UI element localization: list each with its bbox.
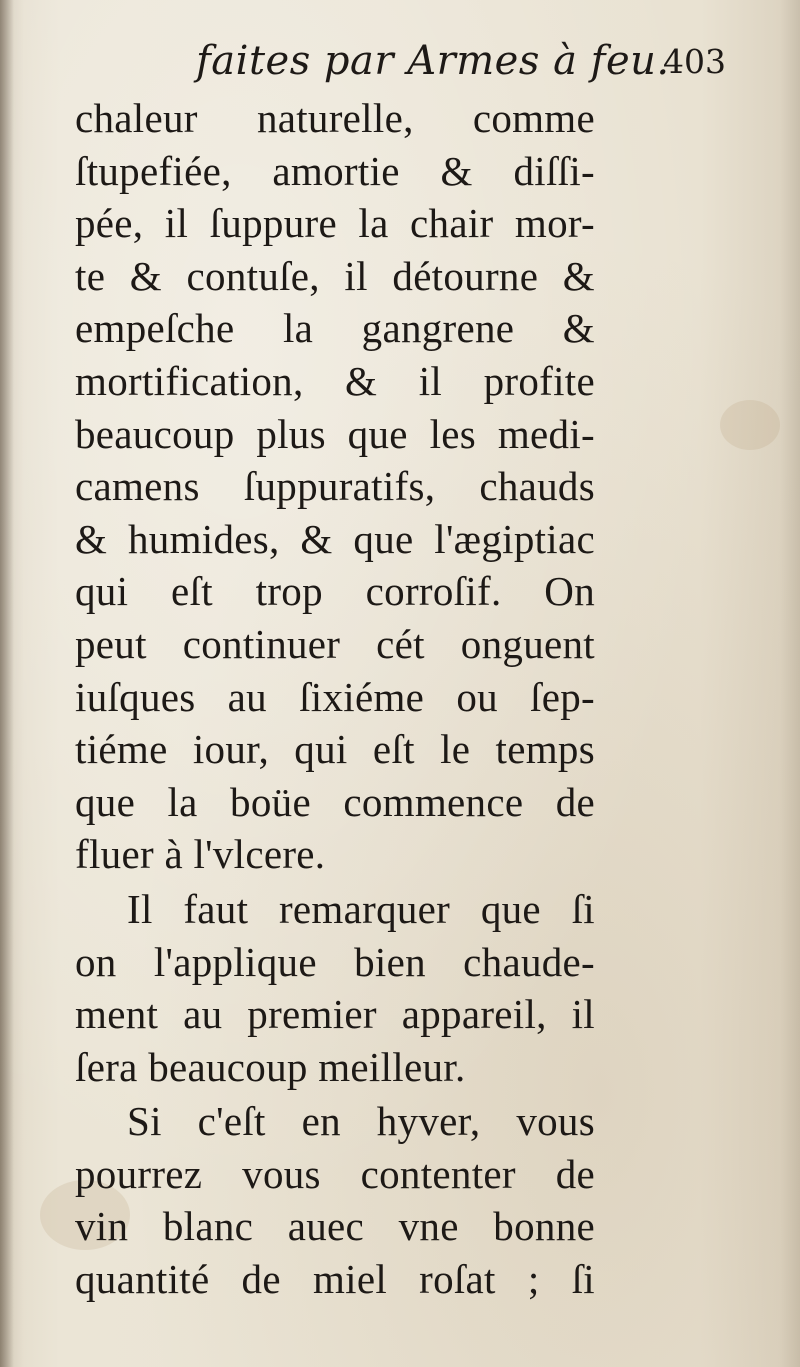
text-line: ment au premier appareil, il [75,991,595,1038]
text-line: & humides, & que l'ægiptiac [75,515,595,562]
text-line: pée, il ſuppure la chair mor- [75,200,595,247]
text-line: que la boüe commence de [75,778,595,825]
text-line: fluer à l'vlcere. [75,831,326,878]
text-line: Il faut remarquer que ſi [127,885,595,932]
text-line: peut continuer cét onguent [75,620,595,667]
text-line: vin blanc auec vne bonne [75,1203,595,1250]
body-text [75,92,595,1306]
text-line: pourrez vous contenter de [75,1150,595,1197]
text-line: on l'applique bien chaude- [75,938,595,985]
text-line: te & contuſe, il détourne & [75,252,595,299]
running-title: faites par Armes à feu. [196,38,670,84]
page-number: 403 [663,42,726,81]
text-line: qui eſt trop corroſif. On [75,568,595,615]
text-line: tiéme iour, qui eſt le temps [75,726,595,773]
text-line: camens ſuppuratifs, chauds [75,463,595,510]
text-line: quantité de miel roſat ; ſi [75,1256,595,1303]
text-line: chaleur naturelle, comme [75,95,595,141]
text-line: ſtupefiée, amortie & diſſi- [75,147,595,194]
text-line: ſera beaucoup meilleur. [75,1043,466,1090]
text-line: iuſques au ſixiéme ou ſep- [75,673,595,720]
gutter-shadow [0,0,14,1367]
text-line: empeſche la gangrene & [75,305,595,352]
text-line: mortification, & il profite [75,357,595,404]
text-line: Si c'eſt en hyver, vous [127,1098,595,1145]
paper-stain [720,400,780,450]
text-line: beaucoup plus que les medi- [75,410,595,457]
